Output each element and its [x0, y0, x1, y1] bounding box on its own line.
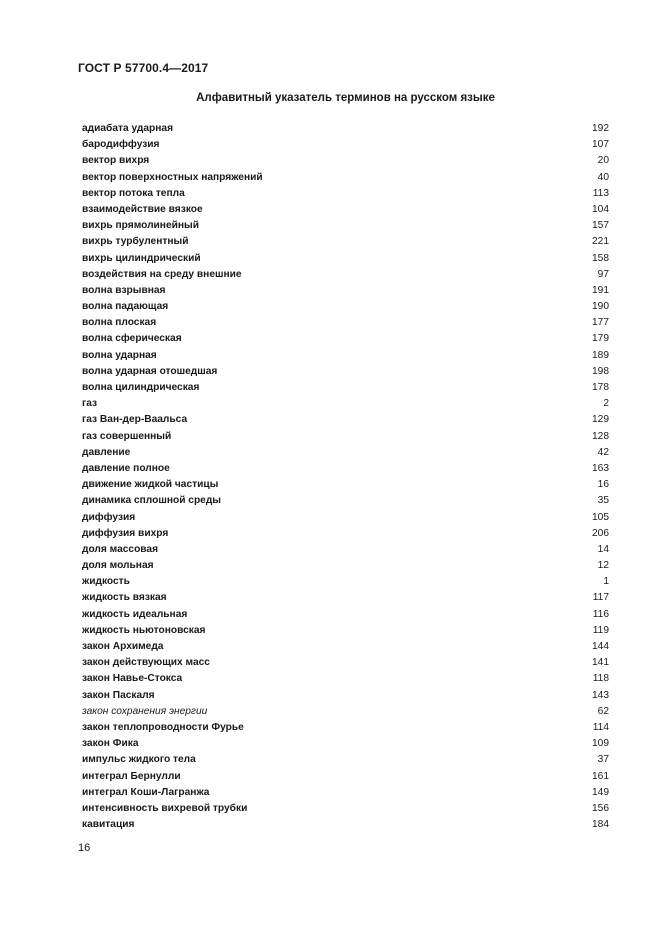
index-page-ref: 177 — [592, 317, 609, 329]
term-index-list — [82, 121, 609, 833]
index-entry — [82, 412, 609, 428]
index-page-ref: 2 — [603, 398, 609, 410]
index-term: газ Ван-дер-Ваальса — [82, 414, 188, 426]
index-term: закон теплопроводности Фурье — [82, 721, 244, 733]
index-entry — [82, 671, 609, 687]
index-term: бародиффузия — [82, 139, 160, 151]
index-term: интеграл Коши-Лагранжа — [82, 786, 210, 798]
index-term: волна ударная — [82, 349, 157, 361]
index-entry — [82, 315, 609, 331]
index-term: закон Паскаля — [82, 689, 155, 701]
index-entry — [82, 720, 609, 736]
index-page-ref: 158 — [592, 252, 609, 264]
index-entry — [82, 526, 609, 542]
index-page-ref: 113 — [592, 187, 609, 199]
index-entry — [82, 153, 609, 169]
index-entry — [82, 283, 609, 299]
index-page-ref: 198 — [592, 365, 609, 377]
index-entry — [82, 137, 609, 153]
index-page-ref: 109 — [592, 738, 609, 750]
index-page-ref: 157 — [592, 220, 609, 232]
index-term: взаимодействие вязкое — [82, 203, 203, 215]
index-page-ref: 20 — [597, 155, 609, 167]
index-entry — [82, 445, 609, 461]
index-term: вектор поверхностных напряжений — [82, 171, 263, 183]
index-term: закон Архимеда — [82, 641, 164, 652]
index-page-ref: 144 — [592, 641, 609, 652]
index-term: вектор потока тепла — [82, 187, 185, 199]
index-page-ref: 191 — [592, 284, 609, 296]
index-term: доля мольная — [82, 560, 154, 572]
index-entry — [82, 348, 609, 364]
index-entry — [82, 186, 609, 202]
index-title: Алфавитный указатель терминов на русском языке — [196, 92, 495, 104]
index-entry — [82, 704, 609, 720]
index-page-ref: 14 — [597, 543, 609, 555]
index-entry — [82, 202, 609, 218]
index-page-ref: 104 — [592, 203, 609, 215]
index-entry — [82, 493, 609, 509]
index-entry — [82, 251, 609, 267]
index-term: закон сохранения энергии — [82, 705, 208, 717]
index-term: волна падающая — [82, 301, 169, 313]
index-page-ref: 16 — [597, 479, 609, 491]
index-entry — [82, 218, 609, 234]
index-term: диффузия вихря — [82, 527, 169, 539]
index-term: давление полное — [82, 462, 170, 474]
index-page-ref: 143 — [592, 689, 609, 701]
index-term: кавитация — [82, 819, 135, 831]
index-entry — [82, 801, 609, 817]
index-page-ref: 190 — [592, 301, 609, 313]
index-entry — [82, 267, 609, 283]
index-entry — [82, 574, 609, 590]
index-term: закон Навье-Стокса — [82, 673, 183, 685]
document-code: ГОСТ Р 57700.4—2017 — [78, 61, 209, 75]
index-term: закон действующих масс — [82, 657, 210, 669]
index-entry — [82, 785, 609, 801]
page-number: 16 — [78, 842, 91, 854]
index-page-ref: 119 — [592, 624, 609, 636]
index-entry — [82, 607, 609, 623]
index-entry — [82, 170, 609, 186]
index-page-ref: 189 — [592, 349, 609, 361]
index-entry — [82, 542, 609, 558]
index-term: вектор вихря — [82, 155, 150, 167]
index-page-ref: 37 — [597, 754, 609, 766]
index-page-ref: 35 — [597, 495, 609, 507]
index-entry — [82, 817, 609, 833]
index-page-ref: 163 — [592, 462, 609, 474]
index-term: диффузия — [82, 511, 136, 523]
index-page-ref: 184 — [592, 819, 609, 831]
index-entry — [82, 429, 609, 445]
index-page-ref: 12 — [597, 560, 609, 572]
index-page-ref: 206 — [592, 527, 609, 539]
index-page-ref: 192 — [592, 123, 609, 134]
index-entry — [82, 769, 609, 785]
index-term: импульс жидкого тела — [82, 754, 196, 766]
index-entry — [82, 558, 609, 574]
index-page-ref: 107 — [592, 139, 609, 151]
index-page-ref: 221 — [592, 236, 609, 248]
index-entry — [82, 299, 609, 315]
index-term: адиабата ударная — [82, 123, 174, 134]
index-term: волна плоская — [82, 317, 157, 329]
index-entry — [82, 510, 609, 526]
index-term: волна цилиндрическая — [82, 382, 200, 393]
index-term: интенсивность вихревой трубки — [82, 802, 248, 814]
index-entry — [82, 736, 609, 752]
index-term: вихрь прямолинейный — [82, 220, 199, 232]
index-term: вихрь турбулентный — [82, 236, 189, 248]
index-term: вихрь цилиндрический — [82, 252, 201, 264]
index-page-ref: 149 — [592, 786, 609, 798]
index-entry — [82, 234, 609, 250]
index-page-ref: 105 — [592, 511, 609, 523]
index-term: воздействия на среду внешние — [82, 268, 242, 280]
index-term: интеграл Бернулли — [82, 770, 181, 782]
index-entry — [82, 364, 609, 380]
index-entry — [82, 623, 609, 639]
index-term: газ — [82, 398, 98, 410]
index-page-ref: 161 — [592, 770, 609, 782]
index-page-ref: 141 — [592, 657, 609, 669]
index-page-ref: 114 — [592, 721, 609, 733]
index-page-ref: 179 — [592, 333, 609, 345]
index-page-ref: 156 — [592, 802, 609, 814]
index-page-ref: 178 — [592, 382, 609, 393]
index-entry — [82, 655, 609, 671]
index-page-ref: 117 — [592, 592, 609, 604]
index-entry — [82, 688, 609, 704]
index-term: доля массовая — [82, 543, 159, 555]
index-page-ref: 62 — [597, 705, 609, 717]
index-page-ref: 129 — [592, 414, 609, 426]
index-term: движение жидкой частицы — [82, 479, 219, 491]
index-term: жидкость ньютоновская — [82, 624, 206, 636]
index-term: давление — [82, 446, 131, 458]
index-page-ref: 116 — [592, 608, 609, 620]
index-term: жидкость вязкая — [82, 592, 167, 604]
index-entry — [82, 639, 609, 655]
index-term: закон Фика — [82, 738, 139, 750]
index-entry — [82, 380, 609, 396]
index-page-ref: 42 — [597, 446, 609, 458]
index-term: динамика сплошной среды — [82, 495, 222, 507]
index-term: жидкость идеальная — [82, 608, 188, 620]
index-term: газ совершенный — [82, 430, 172, 442]
index-page-ref: 97 — [597, 268, 609, 280]
index-entry — [82, 590, 609, 606]
index-page-ref: 1 — [603, 576, 609, 588]
index-entry — [82, 752, 609, 768]
index-page-ref: 40 — [597, 171, 609, 183]
index-term: волна ударная отошедшая — [82, 365, 218, 377]
index-term: жидкость — [82, 576, 130, 588]
index-entry — [82, 396, 609, 412]
index-page-ref: 118 — [592, 673, 609, 685]
index-entry — [82, 121, 609, 137]
index-entry — [82, 331, 609, 347]
index-entry — [82, 461, 609, 477]
index-term: волна сферическая — [82, 333, 182, 345]
index-term: волна взрывная — [82, 284, 166, 296]
index-entry — [82, 477, 609, 493]
index-page-ref: 128 — [592, 430, 609, 442]
